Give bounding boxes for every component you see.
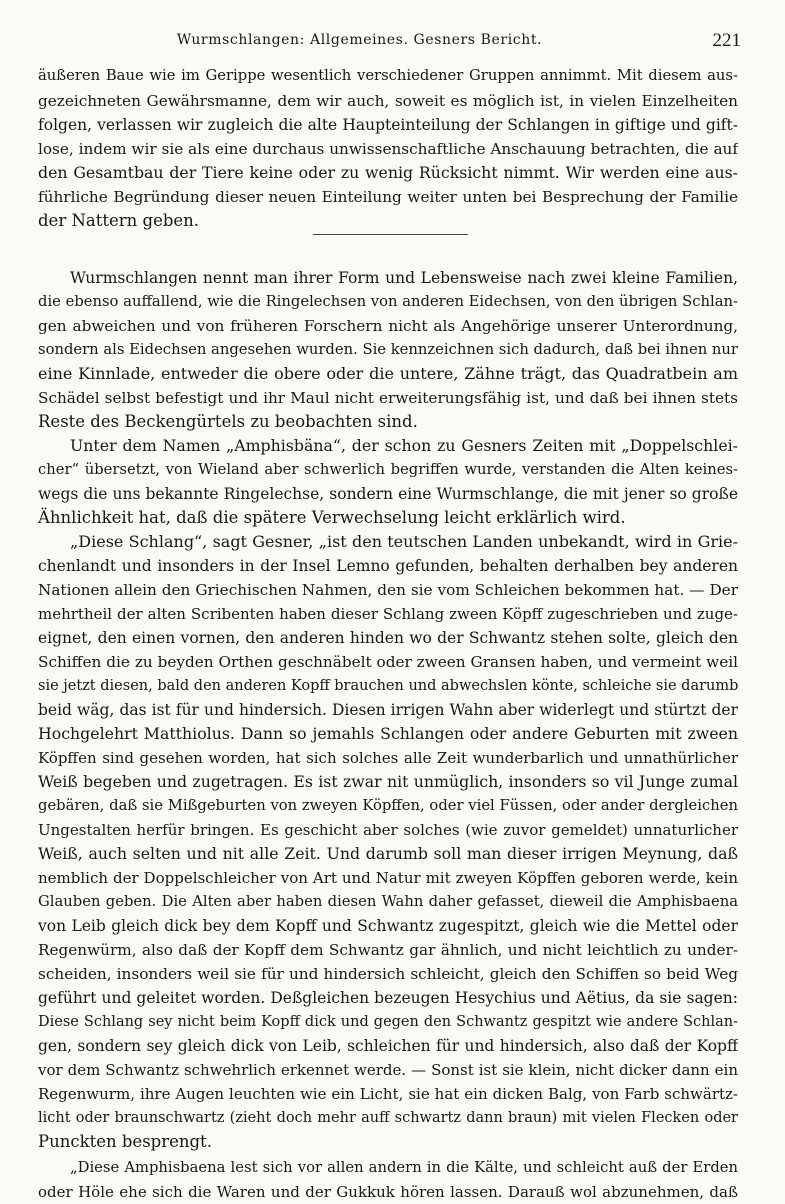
text-line: Weiß begeben und zugetragen. Es ist zwar nit unmüglich, insonders so vil Junge zumal — [38, 772, 738, 791]
text-line: die ebenso auffallend, wie die Ringelechsen von anderen Eidechsen, von den übrigen Schlan- — [38, 293, 738, 310]
text-line: beid wäg, das ist für und hindersich. Diesen irrigen Wahn aber widerlegt und stürtzt der — [38, 701, 738, 719]
text-line: wegs die uns bekannte Ringelechse, sondern eine Wurmschlange, die mit jener so große — [38, 485, 738, 503]
text-line: mehrtheil der alten Scribenten haben dieser Schlang zween Köpff zugeschrieben und zuge- — [38, 605, 738, 623]
text-line: sondern als Eidechsen angesehen wurden. Sie kennzeichnen sich dadurch, daß bei ihnen nur — [38, 341, 738, 358]
text-line: Unter dem Namen „Amphisbäna“, der schon zu Gesners Zeiten mit „Doppelschlei- — [70, 436, 738, 455]
text-line: gen abweichen und von früheren Forschern nicht als Angehörige unserer Unterordnung, — [38, 317, 738, 335]
text-line: Ungestalten herfür bringen. Es geschicht aber solches (wie zuvor gemeldet) unnaturlicher — [38, 821, 738, 839]
text-line: chenlandt und insonders in der Insel Lemno gefunden, behalten derhalben bey anderen — [38, 557, 738, 575]
text-line: führliche Begründung dieser neuen Einteilung weiter unten bei Besprechung der Familie — [38, 188, 738, 206]
text-line: oder Höle ehe sich die Waren und der Gukkuk hören lassen. Darauß wol abzunehmen, daß — [38, 1183, 738, 1201]
text-line: „Diese Schlang“, sagt Gesner, „ist den teutschen Landen unbekandt, wird in Grie- — [70, 532, 738, 551]
text-line: Diese Schlang sey nicht beim Kopff dick und gegen den Schwantz gespitzt wie andere Schlan- — [38, 1014, 738, 1030]
text-line: lose, indem wir sie als eine durchaus unwissenschaftliche Anschauung betrachten, die auf — [38, 140, 738, 158]
text-line: vor dem Schwantz schwehrlich erkennet werde. — Sonst ist sie klein, nicht dicker dann ein — [38, 1061, 738, 1079]
text-line: Wurmschlangen nennt man ihrer Form und Lebensweise nach zwei kleine Familien, — [70, 269, 738, 287]
text-line: eignet, den einen vornen, den anderen hinden wo der Schwantz stehen solte, gleich den — [38, 629, 738, 647]
text-line: licht oder braunschwartz (zieht doch mehr auff schwartz dann braun) mit vielen Flecken oder — [38, 1110, 738, 1126]
text-line: nemblich der Doppelschleicher von Art und Natur mit zweyen Köpffen geboren werde, kein — [38, 869, 738, 887]
text-line: cher“ übersetzt, von Wieland aber schwerlich begriffen wurde, verstanden die Alten keines- — [38, 461, 738, 478]
text-line: Köpffen sind gesehen worden, hat sich solches alle Zeit wunderbarlich und unnathürlicher — [38, 749, 738, 767]
text-line: Ähnlichkeit hat, daß die spätere Verwechselung leicht erklärlich wird. — [38, 508, 626, 527]
text-line: Weiß, auch selten und nit alle Zeit. Und darumb soll man dieser irrigen Meynung, daß — [38, 844, 738, 863]
page-header — [38, 30, 741, 56]
text-line: sie jetzt diesen, bald den anderen Kopff brauchen und abwechslen könte, schleiche sie darumb — [38, 678, 738, 694]
section-divider — [313, 234, 468, 235]
text-line: eine Kinnlade, entweder die obere oder die untere, Zähne trägt, das Quadratbein am — [38, 364, 738, 383]
text-line: äußeren Baue wie im Gerippe wesentlich verschiedener Gruppen annimmt. Mit diesem aus- — [38, 67, 738, 84]
text-line: Regenwurm, ihre Augen leuchten wie ein Licht, sie hat ein dicken Balg, von Farb schwärtz- — [38, 1085, 738, 1103]
text-line: den Gesamtbau der Tiere keine oder zu wenig Rücksicht nimmt. Wir werden eine aus- — [38, 163, 738, 182]
text-line: von Leib gleich dick bey dem Kopff und Schwantz zugespitzt, gleich wie die Mettel oder — [38, 917, 738, 935]
text-line: der Nattern geben. — [38, 211, 200, 230]
page-number: 221 — [712, 30, 741, 51]
text-line: geführt und geleitet worden. Deßgleichen bezeugen Hesychius und Aëtius, da sie sagen: — [38, 989, 738, 1007]
text-line: Punckten besprengt. — [38, 1132, 212, 1151]
text-line: Nationen allein den Griechischen Nahmen, den sie vom Schleichen bekommen hat. — Der — [38, 581, 738, 599]
text-line: gezeichneten Gewährsmanne, dem wir auch, soweit es möglich ist, in vielen Einzelheiten — [38, 92, 738, 110]
text-line: folgen, verlassen wir zugleich die alte Haupteinteilung der Schlangen in giftige und gift- — [38, 116, 738, 134]
text-line: „Diese Amphisbaena lest sich vor allen andern in die Kälte, und schleicht auß der Erden — [70, 1159, 738, 1176]
text-line: gen, sondern sey gleich dick von Leib, schleichen für und hindersich, also daß der Kopff — [38, 1037, 738, 1055]
text-line: Schiffen die zu beyden Orthen geschnäbelt oder zween Gransen haben, und vermeint weil — [38, 653, 738, 671]
text-line: gebären, daß sie Mißgeburten von zweyen Köpffen, oder viel Füssen, oder ander dergleichen — [38, 797, 738, 814]
text-line: Schädel selbst befestigt und ihr Maul nicht erweiterungsfähig ist, und daß bei ihnen stets — [38, 389, 738, 407]
text-line: Glauben geben. Die Alten aber haben diesen Wahn daher gefasset, dieweil die Amphisbaena — [38, 893, 738, 910]
text-line: Hochgelehrt Matthiolus. Dann so jemahls Schlangen oder andere Geburten mit zween — [38, 724, 738, 743]
text-line: scheiden, insonders weil sie für und hindersich schleicht, gleich den Schiffen so beid Weg — [38, 965, 738, 983]
running-head: Wurmschlangen: Allgemeines. Gesners Bericht. — [176, 32, 543, 48]
text-line: Regenwürm, also daß der Kopff dem Schwantz gar ähnlich, und nicht leichtlich zu under- — [38, 941, 738, 959]
text-line: Reste des Beckengürtels zu beobachten sind. — [38, 412, 418, 431]
